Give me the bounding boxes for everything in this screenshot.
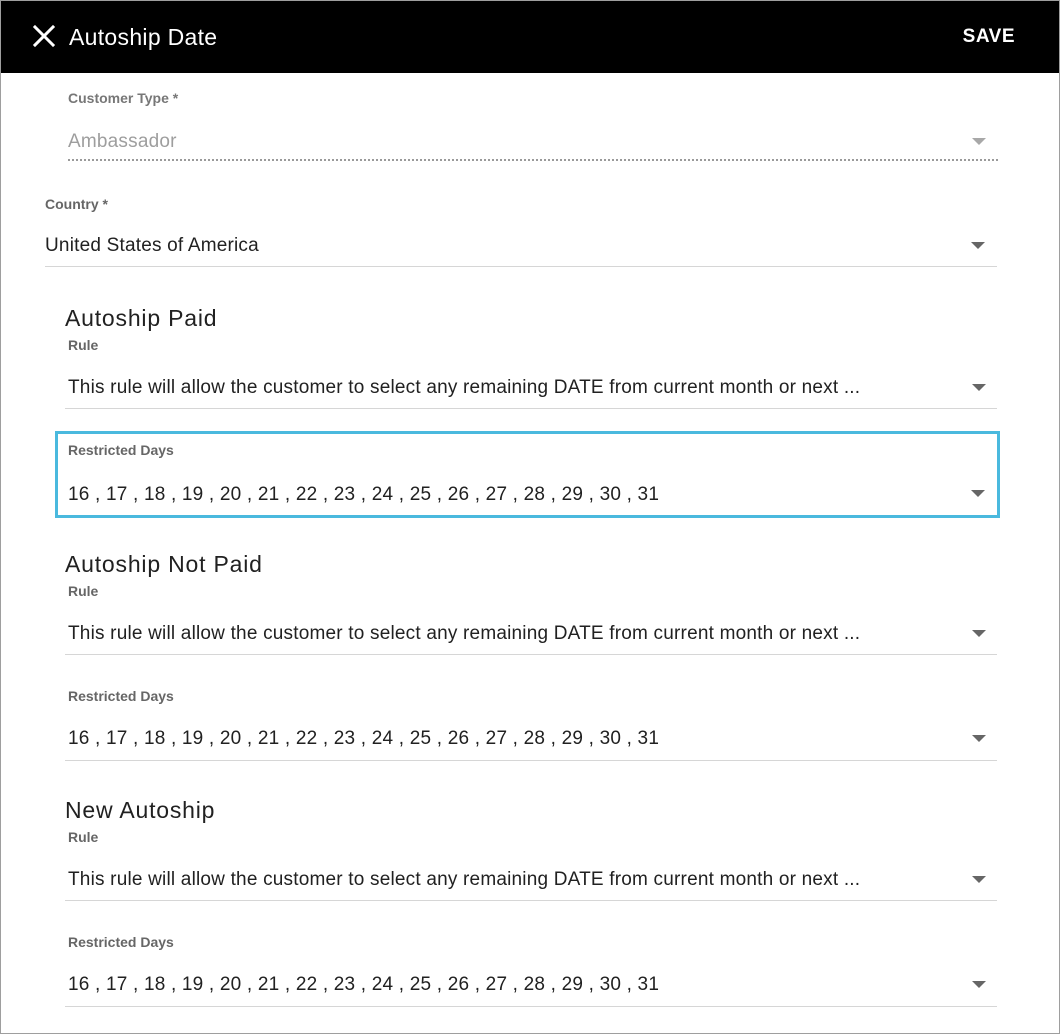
rule-underline bbox=[65, 654, 997, 655]
dropdown-arrow-icon bbox=[972, 735, 986, 742]
rule-underline bbox=[65, 900, 997, 901]
restricted-days-select-autoship-paid[interactable] bbox=[55, 431, 1000, 518]
country-underline bbox=[45, 266, 997, 267]
rule-label: Rule bbox=[68, 337, 99, 353]
section-heading-autoship-not-paid: Autoship Not Paid bbox=[65, 551, 263, 577]
restricted-days-select-new-autoship[interactable] bbox=[65, 931, 997, 1007]
save-button[interactable]: SAVE bbox=[962, 26, 1015, 47]
rule-label: Rule bbox=[68, 829, 99, 845]
rule-select-autoship-paid[interactable] bbox=[65, 334, 997, 410]
country-label: Country * bbox=[45, 196, 108, 212]
restricted-days-label: Restricted Days bbox=[68, 442, 174, 458]
restricted-days-label: Restricted Days bbox=[68, 934, 174, 950]
country-value: United States of America bbox=[45, 235, 259, 256]
dropdown-arrow-icon bbox=[972, 138, 986, 145]
dropdown-arrow-icon bbox=[971, 490, 985, 497]
dropdown-arrow-icon bbox=[972, 981, 986, 988]
dropdown-arrow-icon bbox=[972, 384, 986, 391]
rule-select-autoship-not-paid[interactable] bbox=[65, 580, 997, 656]
rule-label: Rule bbox=[68, 583, 99, 599]
close-button[interactable] bbox=[31, 23, 59, 51]
country-select[interactable] bbox=[45, 193, 997, 269]
rule-value: This rule will allow the customer to select any remaining DATE from current month or next ... bbox=[68, 869, 861, 890]
restricted-days-value: 16 , 17 , 18 , 19 , 20 , 21 , 22 , 23 , 24 , 25 , 26 , 27 , 28 , 29 , 30 , 31 bbox=[68, 728, 660, 749]
restricted-days-value: 16 , 17 , 18 , 19 , 20 , 21 , 22 , 23 , 24 , 25 , 26 , 27 , 28 , 29 , 30 , 31 bbox=[68, 974, 660, 995]
rule-select-new-autoship[interactable] bbox=[65, 826, 997, 902]
restricted-days-underline bbox=[65, 760, 997, 761]
customer-type-underline bbox=[68, 159, 998, 161]
section-heading-autoship-paid: Autoship Paid bbox=[65, 305, 218, 331]
customer-type-select bbox=[68, 87, 998, 165]
dialog-title: Autoship Date bbox=[69, 24, 218, 50]
restricted-days-value: 16 , 17 , 18 , 19 , 20 , 21 , 22 , 23 , 24 , 25 , 26 , 27 , 28 , 29 , 30 , 31 bbox=[68, 484, 660, 505]
rule-value: This rule will allow the customer to select any remaining DATE from current month or next ... bbox=[68, 377, 861, 398]
section-heading-new-autoship: New Autoship bbox=[65, 797, 216, 823]
dialog-header bbox=[1, 1, 1060, 73]
restricted-days-select-autoship-not-paid[interactable] bbox=[65, 685, 997, 761]
restricted-days-underline bbox=[65, 1006, 997, 1007]
dropdown-arrow-icon bbox=[972, 630, 986, 637]
customer-type-value: Ambassador bbox=[68, 131, 177, 152]
rule-value: This rule will allow the customer to select any remaining DATE from current month or next ... bbox=[68, 623, 861, 644]
close-icon bbox=[31, 23, 57, 49]
restricted-days-label: Restricted Days bbox=[68, 688, 174, 704]
rule-underline bbox=[65, 408, 997, 409]
customer-type-label: Customer Type * bbox=[68, 90, 179, 106]
dropdown-arrow-icon bbox=[972, 876, 986, 883]
dropdown-arrow-icon bbox=[971, 242, 985, 249]
